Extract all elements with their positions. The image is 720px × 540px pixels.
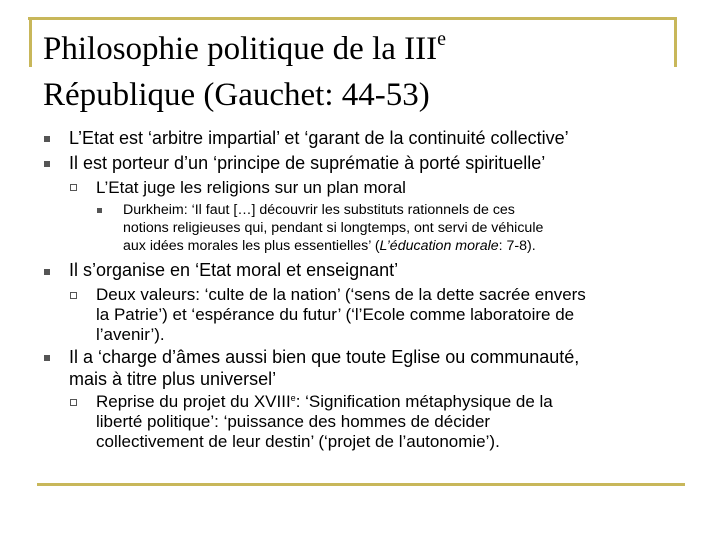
hollow-square-bullet-icon [70, 399, 77, 406]
quote-line-2: notions religieuses qui, pendant si longtemps, ont servi de véhicule [123, 220, 544, 236]
bullet-2-text: Il est porteur d’un ‘principe de suprématie à porté spirituelle’ [69, 153, 546, 173]
left-rule [29, 17, 32, 67]
bullet-4-sub-1-line-2: liberté politique’: ‘puissance des hommes de décider [96, 412, 491, 431]
bullet-4-line-2: mais à titre plus universel’ [69, 369, 277, 389]
title-superscript: e [437, 28, 446, 50]
bullet-4-line-1: Il a ‘charge d’âmes aussi bien que toute Eglise ou communauté, [69, 347, 580, 367]
book-title: L’éducation morale [379, 238, 499, 254]
title-line-2: République (Gauchet: 44-53) [43, 77, 430, 113]
square-bullet-icon [97, 208, 102, 213]
square-bullet-icon [44, 161, 50, 167]
quote-line-3: aux idées morales les plus essentielles’ (L’éducation morale: 7-8). [123, 238, 536, 254]
hollow-square-bullet-icon [70, 292, 77, 299]
square-bullet-icon [44, 136, 50, 142]
bullet-3-sub-1-line-1: Deux valeurs: ‘culte de la nation’ (‘sens de la dette sacrée envers [96, 285, 586, 304]
bottom-rule [37, 483, 685, 486]
square-bullet-icon [44, 269, 50, 275]
bullet-1-text: L’Etat est ‘arbitre impartial’ et ‘garant de la continuité collective’ [69, 128, 569, 148]
quote-line-1: Durkheim: ‘Il faut […] découvrir les substituts rationnels de ces [123, 202, 515, 218]
square-bullet-icon [44, 355, 50, 361]
right-rule [674, 17, 677, 67]
bullet-3-sub-1-line-2: la Patrie’) et ‘espérance du futur’ (‘l’Ecole comme laboratoire de [96, 305, 575, 324]
slide-title [43, 26, 663, 118]
title-line-1: Philosophie politique de la IIIe [43, 28, 446, 67]
bullet-4-sub-1-line-3: collectivement de leur destin’ (‘projet de l’autonomie’). [96, 432, 500, 451]
bullet-3-sub-1-line-3: l’avenir’). [96, 325, 165, 344]
hollow-square-bullet-icon [70, 184, 77, 191]
top-rule [28, 17, 676, 20]
bullet-4-sub-1-line-1: Reprise du projet du XVIIIe: ‘Signification métaphysique de la [96, 392, 553, 411]
bullet-3-text: Il s’organise en ‘Etat moral et enseignant’ [69, 260, 399, 280]
bullet-2-sub-1-text: L’Etat juge les religions sur un plan moral [96, 178, 406, 197]
